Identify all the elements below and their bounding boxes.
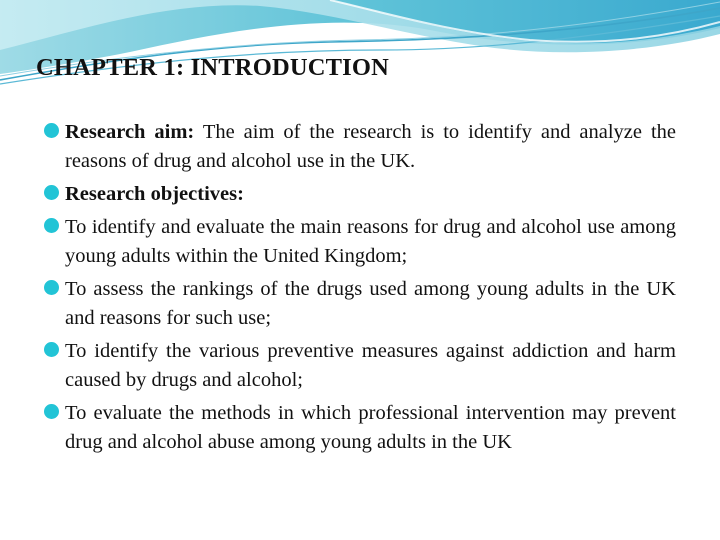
bullet-dot-icon	[44, 123, 59, 138]
bullet-lead: Research aim:	[65, 121, 195, 143]
bullet-text: To assess the rankings of the drugs used among young adults in the UK and reasons for such use;	[65, 278, 676, 329]
bullet-text: The aim of the research is to identify and analyze the reasons of drug and alcohol use in the UK.	[65, 121, 676, 172]
bullet-objective-2	[44, 275, 676, 333]
bullet-objective-1	[44, 213, 676, 271]
bullet-text: To identify the various preventive measures against addiction and harm caused by drugs and alcohol;	[65, 340, 676, 391]
bullet-research-aim	[44, 118, 676, 176]
bullet-text: To identify and evaluate the main reasons for drug and alcohol use among young adults within the United Kingdom;	[65, 216, 676, 267]
bullet-objective-3	[44, 337, 676, 395]
bullet-list	[44, 118, 676, 461]
bullet-dot-icon	[44, 280, 59, 295]
bullet-dot-icon	[44, 185, 59, 200]
bullet-dot-icon	[44, 404, 59, 419]
slide-title: CHAPTER 1: INTRODUCTION	[36, 54, 390, 81]
bullet-lead: Research objectives:	[65, 183, 244, 205]
bullet-dot-icon	[44, 342, 59, 357]
bullet-dot-icon	[44, 218, 59, 233]
bullet-text: To evaluate the methods in which professional intervention may prevent drug and alcohol abuse among young adults in the UK	[65, 402, 676, 453]
bullet-research-objectives	[44, 180, 676, 209]
bullet-objective-4	[44, 399, 676, 457]
